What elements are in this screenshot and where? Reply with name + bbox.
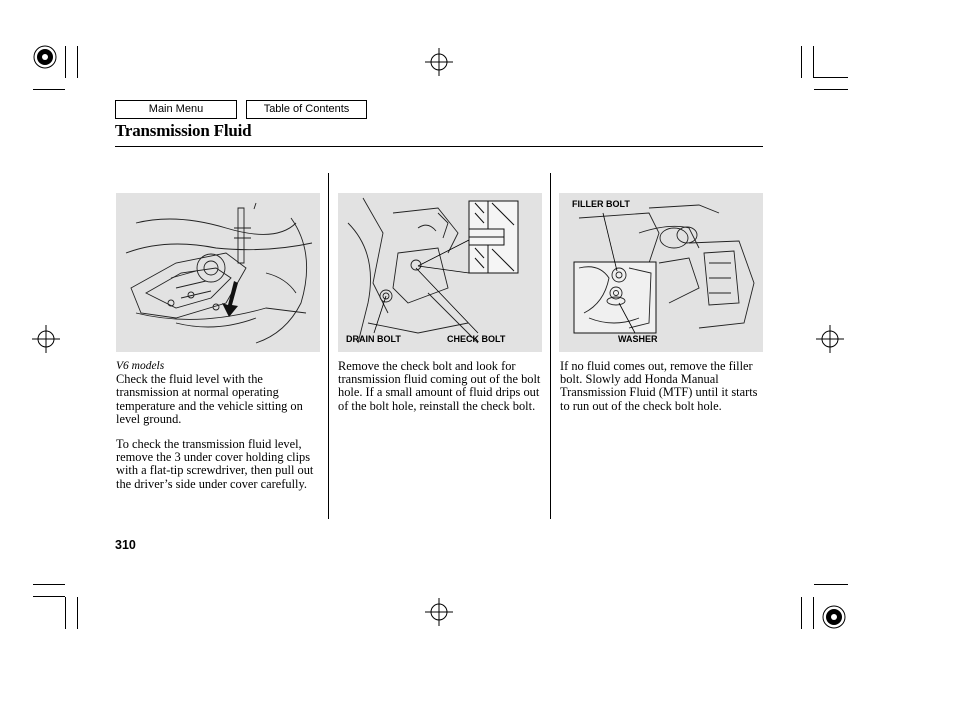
- paragraph: Remove the check bolt and look for transmission fluid coming out of the bolt hole. If a small amount of fluid drips out of the bolt hole, reinstall the check bolt.: [338, 359, 541, 413]
- arrow-icon: [222, 281, 238, 317]
- main-menu-button[interactable]: Main Menu: [115, 100, 237, 119]
- column-divider: [328, 173, 329, 519]
- washer-label: WASHER: [618, 334, 658, 344]
- figure-drain-check-bolt: [338, 193, 542, 352]
- figure-v6-underside: [116, 193, 320, 352]
- figure-filler-bolt: [559, 193, 763, 352]
- v6-models-caption: V6 models: [116, 360, 165, 372]
- underside-illustration: [116, 193, 320, 352]
- column-3-text: [560, 360, 764, 413]
- paragraph: Check the fluid level with the transmission at normal operating temperature and the vehicle sitting on level ground.: [116, 372, 303, 426]
- inset-panel: [574, 262, 656, 333]
- page-title: Transmission Fluid: [115, 121, 252, 140]
- drain-check-bolt-illustration: [338, 193, 542, 352]
- drain-bolt-label: DRAIN BOLT: [346, 334, 401, 344]
- column-2-text: [338, 360, 544, 413]
- filler-bolt-label: FILLER BOLT: [572, 199, 630, 209]
- title-rule: [115, 146, 763, 147]
- table-of-contents-button[interactable]: Table of Contents: [246, 100, 367, 119]
- paragraph: To check the transmission fluid level, remove the 3 under cover holding clips with a flat-tip screwdriver, then pull out the driver’s side under cover carefully.: [116, 437, 314, 491]
- column-1-text: [116, 360, 326, 491]
- paragraph: If no fluid comes out, remove the filler bolt. Slowly add Honda Manual Transmission Fluid (MTF) until it starts to run out of the check bolt hole.: [560, 359, 758, 413]
- column-divider: [550, 173, 551, 519]
- filler-bolt-illustration: [559, 193, 763, 352]
- check-bolt-label: CHECK BOLT: [447, 334, 506, 344]
- page-number: 310: [115, 538, 136, 552]
